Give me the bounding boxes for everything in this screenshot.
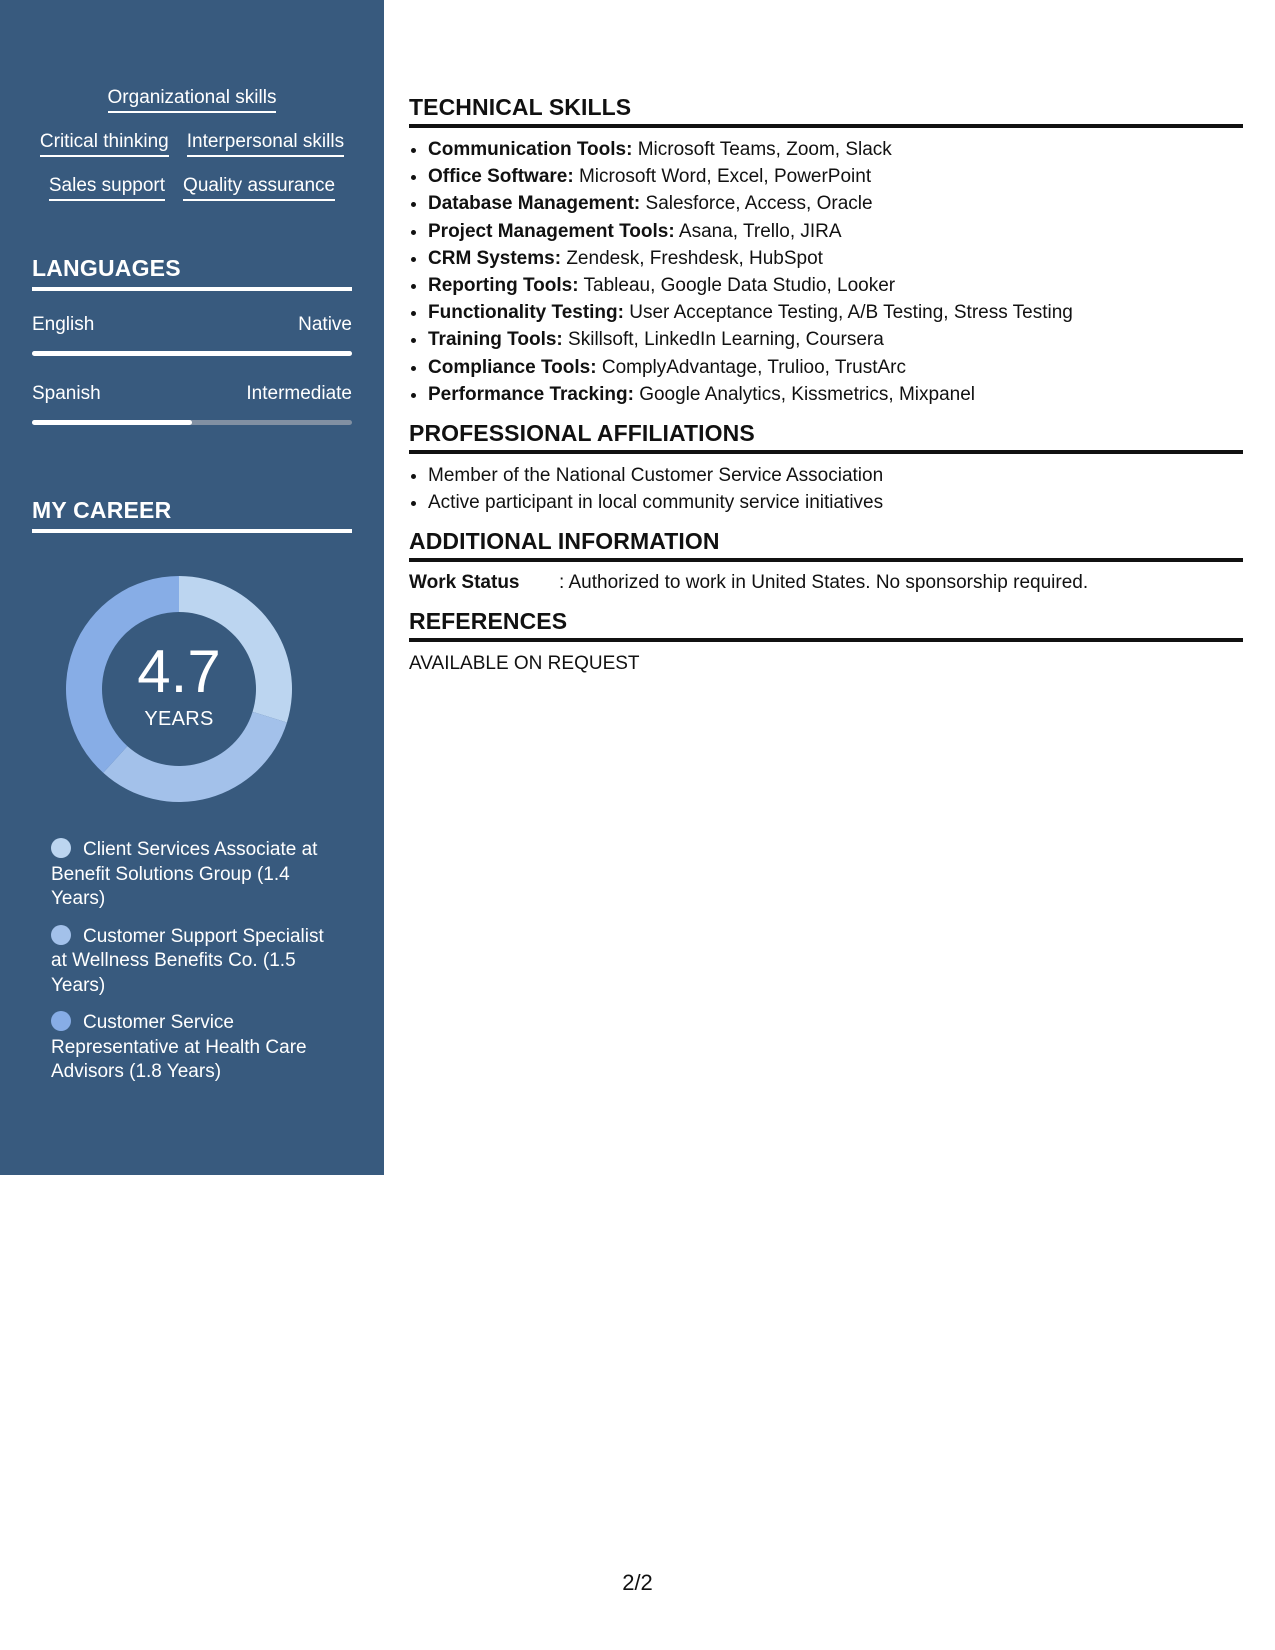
skill-category: Compliance Tools: xyxy=(428,356,597,378)
skill-tag: Organizational skills xyxy=(108,86,277,113)
career-item-text: Customer Service Representative at Health Care Advisors (1.8 Years) xyxy=(51,1012,307,1082)
work-status-label: Work Status xyxy=(409,572,520,594)
language-level: Intermediate xyxy=(246,383,352,404)
technical-skill-item xyxy=(428,381,1243,408)
skill-category: Performance Tracking: xyxy=(428,383,634,405)
language-bar xyxy=(32,420,352,425)
career-item-text: Customer Support Specialist at Wellness Benefits Co. (1.5 Years) xyxy=(51,925,324,996)
technical-skill-item xyxy=(428,299,1243,326)
language-name: Spanish xyxy=(32,383,101,404)
affiliation-item: • Member of the National Customer Service Association xyxy=(428,462,1243,489)
skill-category: Training Tools: xyxy=(428,329,563,351)
technical-skills-heading: TECHNICAL SKILLS xyxy=(409,94,1243,128)
career-donut-center xyxy=(66,576,292,802)
work-status-row xyxy=(409,569,1243,596)
language-bar xyxy=(32,351,352,356)
skill-values: Tableau, Google Data Studio, Looker xyxy=(583,275,896,297)
skill-category: Project Management Tools: xyxy=(428,220,675,242)
technical-skill-item xyxy=(428,190,1243,217)
skill-values: User Acceptance Testing, A/B Testing, Stress Testing xyxy=(629,302,1073,324)
career-unit: YEARS xyxy=(144,707,214,730)
skill-values: ComplyAdvantage, Trulioo, TrustArc xyxy=(601,356,906,378)
legend-dot xyxy=(51,838,71,858)
technical-skill-item xyxy=(428,218,1243,245)
skill-values: Microsoft Teams, Zoom, Slack xyxy=(637,139,892,160)
career-heading: MY CAREER xyxy=(32,497,352,533)
skill-values: Microsoft Word, Excel, PowerPoint xyxy=(578,166,872,188)
skill-values: Google Analytics, Kissmetrics, Mixpanel xyxy=(639,383,975,405)
technical-skills-list xyxy=(409,136,1243,408)
skill-category: Functionality Testing: xyxy=(428,302,624,324)
languages-heading: LANGUAGES xyxy=(32,255,352,291)
affiliation-item: • Active participant in local community service initiatives xyxy=(428,489,1243,516)
skill-tag: Interpersonal skills xyxy=(187,130,344,157)
language-name: English xyxy=(32,314,95,335)
technical-skill-item xyxy=(428,163,1243,190)
technical-skill-item xyxy=(428,136,1243,163)
work-status-value: : Authorized to work in United States. No sponsorship required. xyxy=(559,572,1089,594)
skill-category: Office Software: xyxy=(428,166,574,188)
skill-values: Zendesk, Freshdesk, HubSpot xyxy=(566,247,823,269)
language-bar-fill xyxy=(32,420,192,425)
language-level: Native xyxy=(298,314,352,335)
career-list xyxy=(51,838,341,1098)
technical-skill-item xyxy=(428,272,1243,299)
technical-skill-item xyxy=(428,245,1243,272)
skill-category: Reporting Tools: xyxy=(428,275,579,297)
skill-tag: Critical thinking xyxy=(40,130,169,157)
career-item-text: Client Services Associate at Benefit Solutions Group (1.4 Years) xyxy=(51,839,318,909)
additional-info-heading: ADDITIONAL INFORMATION xyxy=(409,528,1243,562)
career-item xyxy=(51,925,341,999)
skill-category: Communication Tools: xyxy=(428,139,633,160)
skill-row xyxy=(32,130,352,157)
skill-values: Skillsoft, LinkedIn Learning, Coursera xyxy=(568,329,884,351)
main-content xyxy=(409,94,1243,677)
page-number: 2/2 xyxy=(622,1570,653,1595)
skill-values: Asana, Trello, JIRA xyxy=(678,220,842,242)
references-heading: REFERENCES xyxy=(409,608,1243,642)
skill-category: Database Management: xyxy=(428,193,641,215)
language-english xyxy=(32,313,352,356)
skill-category: CRM Systems: xyxy=(428,247,562,269)
technical-skill-item xyxy=(428,354,1243,381)
career-item xyxy=(51,838,341,912)
affiliations-heading: PROFESSIONAL AFFILIATIONS xyxy=(409,420,1243,454)
affiliations-list xyxy=(409,462,1243,516)
skill-tag: Sales support xyxy=(49,174,165,201)
legend-dot xyxy=(51,1011,71,1031)
language-spanish xyxy=(32,382,352,425)
sidebar xyxy=(0,0,384,1175)
technical-skill-item xyxy=(428,326,1243,353)
skills-tags xyxy=(32,86,352,218)
legend-dot xyxy=(51,925,71,945)
language-bar-fill xyxy=(32,351,352,356)
skill-row xyxy=(32,174,352,201)
career-total-years: 4.7 xyxy=(137,637,221,705)
skill-tag: Quality assurance xyxy=(183,174,335,201)
career-item xyxy=(51,1011,341,1085)
skill-values: Salesforce, Access, Oracle xyxy=(645,193,873,215)
skill-row xyxy=(32,86,352,113)
references-text: AVAILABLE ON REQUEST xyxy=(409,653,640,675)
